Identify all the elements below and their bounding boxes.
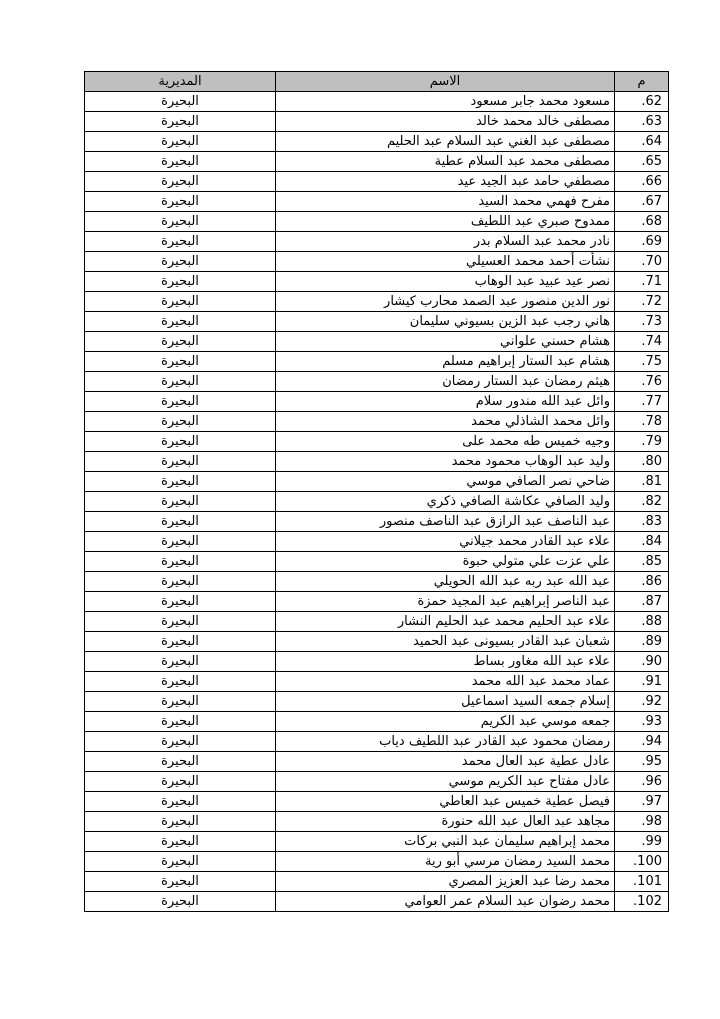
name-cell: عبد الله عبد ربه عبد الله الحويلي	[276, 572, 615, 592]
table-row	[85, 872, 669, 892]
table-row	[85, 312, 669, 332]
table-row	[85, 772, 669, 792]
name-cell: عبد الناصر إبراهيم عبد المجيد حمزة	[276, 592, 615, 612]
number-cell: 75.	[615, 352, 669, 372]
roster-table	[84, 71, 669, 912]
number-cell: 84.	[615, 532, 669, 552]
name-cell: نور الدين منصور عبد الصمد محارب كيشار	[276, 292, 615, 312]
name-cell: عادل عطية عبد العال محمد	[276, 752, 615, 772]
number-cell: 92.	[615, 692, 669, 712]
directorate-cell: البحيرة	[85, 472, 276, 492]
directorate-cell: البحيرة	[85, 632, 276, 652]
table-row	[85, 432, 669, 452]
name-cell: ضاحي نصر الصافي موسي	[276, 472, 615, 492]
directorate-cell: البحيرة	[85, 592, 276, 612]
name-cell: هشام عبد الستار إبراهيم مسلم	[276, 352, 615, 372]
directorate-cell: البحيرة	[85, 132, 276, 152]
directorate-cell: البحيرة	[85, 252, 276, 272]
directorate-cell: البحيرة	[85, 172, 276, 192]
directorate-cell: البحيرة	[85, 892, 276, 912]
name-cell: محمد السيد رمضان مرسي أبو رية	[276, 852, 615, 872]
directorate-cell: البحيرة	[85, 112, 276, 132]
number-cell: 77.	[615, 392, 669, 412]
name-cell: مصطفى محمد عبد السلام عطية	[276, 152, 615, 172]
directorate-cell: البحيرة	[85, 732, 276, 752]
number-cell: 80.	[615, 452, 669, 472]
directorate-cell: البحيرة	[85, 212, 276, 232]
number-cell: 64.	[615, 132, 669, 152]
number-cell: 69.	[615, 232, 669, 252]
directorate-cell: البحيرة	[85, 712, 276, 732]
table-row	[85, 712, 669, 732]
name-cell: عبد الناصف عبد الرازق عبد الناصف منصور	[276, 512, 615, 532]
number-cell: 91.	[615, 672, 669, 692]
name-cell: علاء عبد الحليم محمد عبد الحليم النشار	[276, 612, 615, 632]
directorate-cell: البحيرة	[85, 552, 276, 572]
name-cell: مجاهد عبد العال عبد الله حنورة	[276, 812, 615, 832]
table-row	[85, 172, 669, 192]
number-cell: 98.	[615, 812, 669, 832]
table-row	[85, 452, 669, 472]
table-row	[85, 512, 669, 532]
number-cell: 63.	[615, 112, 669, 132]
number-cell: 97.	[615, 792, 669, 812]
directorate-cell: البحيرة	[85, 752, 276, 772]
number-cell: 83.	[615, 512, 669, 532]
directorate-cell: البحيرة	[85, 832, 276, 852]
name-cell: وليد عبد الوهاب محمود محمد	[276, 452, 615, 472]
directorate-cell: البحيرة	[85, 812, 276, 832]
table-row	[85, 332, 669, 352]
name-cell: رمضان محمود عبد القادر عبد اللطيف دياب	[276, 732, 615, 752]
table-row	[85, 652, 669, 672]
number-cell: 72.	[615, 292, 669, 312]
number-cell: 82.	[615, 492, 669, 512]
table-row	[85, 152, 669, 172]
number-cell: 78.	[615, 412, 669, 432]
number-cell: 70.	[615, 252, 669, 272]
name-cell: محمد رضوان عبد السلام عمر العوامي	[276, 892, 615, 912]
directorate-cell: البحيرة	[85, 412, 276, 432]
table-row	[85, 112, 669, 132]
directorate-cell: البحيرة	[85, 352, 276, 372]
directorate-cell: البحيرة	[85, 312, 276, 332]
directorate-cell: البحيرة	[85, 292, 276, 312]
number-cell: 88.	[615, 612, 669, 632]
name-cell: مسعود محمد جابر مسعود	[276, 92, 615, 112]
table-row	[85, 192, 669, 212]
directorate-cell: البحيرة	[85, 852, 276, 872]
directorate-cell: البحيرة	[85, 512, 276, 532]
number-cell: 86.	[615, 572, 669, 592]
table-row	[85, 552, 669, 572]
directorate-cell: البحيرة	[85, 192, 276, 212]
directorate-cell: البحيرة	[85, 652, 276, 672]
number-cell: 100.	[615, 852, 669, 872]
number-cell: 81.	[615, 472, 669, 492]
name-cell: مفرح فهمي محمد السيد	[276, 192, 615, 212]
table-row	[85, 852, 669, 872]
number-cell: 66.	[615, 172, 669, 192]
table-row	[85, 272, 669, 292]
table-row	[85, 732, 669, 752]
table-row	[85, 372, 669, 392]
number-cell: 90.	[615, 652, 669, 672]
number-cell: 102.	[615, 892, 669, 912]
table-row	[85, 252, 669, 272]
name-cell: علاء عبد الله مغاور بساط	[276, 652, 615, 672]
table-row	[85, 692, 669, 712]
name-cell: عادل مفتاح عبد الكريم موسي	[276, 772, 615, 792]
number-cell: 74.	[615, 332, 669, 352]
number-cell: 94.	[615, 732, 669, 752]
table-row	[85, 232, 669, 252]
name-cell: فيصل عطية خميس عبد العاطي	[276, 792, 615, 812]
table-row	[85, 392, 669, 412]
name-cell: نشأت أحمد محمد العسيلي	[276, 252, 615, 272]
number-cell: 93.	[615, 712, 669, 732]
table-row	[85, 212, 669, 232]
table-row	[85, 892, 669, 912]
name-cell: وجيه خميس طه محمد على	[276, 432, 615, 452]
directorate-cell: البحيرة	[85, 152, 276, 172]
header-number: م	[615, 72, 669, 92]
table-row	[85, 292, 669, 312]
directorate-cell: البحيرة	[85, 772, 276, 792]
number-cell: 76.	[615, 372, 669, 392]
table-row	[85, 792, 669, 812]
table-row	[85, 472, 669, 492]
table-row	[85, 672, 669, 692]
name-cell: محمد رضا عبد العزيز المصري	[276, 872, 615, 892]
name-cell: هشام حسني علواني	[276, 332, 615, 352]
directorate-cell: البحيرة	[85, 232, 276, 252]
number-cell: 87.	[615, 592, 669, 612]
table-row	[85, 352, 669, 372]
table-row	[85, 752, 669, 772]
directorate-cell: البحيرة	[85, 372, 276, 392]
number-cell: 73.	[615, 312, 669, 332]
name-cell: علاء عبد القادر محمد جيلاني	[276, 532, 615, 552]
header-directorate: المديرية	[85, 72, 276, 92]
name-cell: وائل عبد الله مندور سلام	[276, 392, 615, 412]
name-cell: وائل محمد الشاذلي محمد	[276, 412, 615, 432]
table-row	[85, 412, 669, 432]
number-cell: 79.	[615, 432, 669, 452]
name-cell: ممدوح صبري عبد اللطيف	[276, 212, 615, 232]
number-cell: 96.	[615, 772, 669, 792]
number-cell: 101.	[615, 872, 669, 892]
table-row	[85, 632, 669, 652]
number-cell: 67.	[615, 192, 669, 212]
directorate-cell: البحيرة	[85, 492, 276, 512]
directorate-cell: البحيرة	[85, 332, 276, 352]
number-cell: 62.	[615, 92, 669, 112]
directorate-cell: البحيرة	[85, 272, 276, 292]
directorate-cell: البحيرة	[85, 392, 276, 412]
number-cell: 85.	[615, 552, 669, 572]
table-row	[85, 492, 669, 512]
table-row	[85, 132, 669, 152]
table-row	[85, 612, 669, 632]
name-cell: هيثم رمضان عبد الستار رمضان	[276, 372, 615, 392]
header-row	[85, 72, 669, 92]
header-name: الاسم	[276, 72, 615, 92]
table-row	[85, 832, 669, 852]
table-row	[85, 572, 669, 592]
directorate-cell: البحيرة	[85, 432, 276, 452]
name-cell: نادر محمد عبد السلام بدر	[276, 232, 615, 252]
name-cell: هاني رجب عبد الزين بسيوني سليمان	[276, 312, 615, 332]
directorate-cell: البحيرة	[85, 452, 276, 472]
name-cell: إسلام جمعه السيد اسماعيل	[276, 692, 615, 712]
name-cell: محمد إبراهيم سليمان عبد النبي بركات	[276, 832, 615, 852]
directorate-cell: البحيرة	[85, 792, 276, 812]
table-row	[85, 532, 669, 552]
name-cell: وليد الصافي عكاشة الصافي ذكري	[276, 492, 615, 512]
directorate-cell: البحيرة	[85, 692, 276, 712]
name-cell: مصطفى خالد محمد خالد	[276, 112, 615, 132]
number-cell: 68.	[615, 212, 669, 232]
name-cell: مصطفي حامد عبد الجيد عيد	[276, 172, 615, 192]
directorate-cell: البحيرة	[85, 872, 276, 892]
number-cell: 95.	[615, 752, 669, 772]
number-cell: 99.	[615, 832, 669, 852]
table-row	[85, 92, 669, 112]
number-cell: 71.	[615, 272, 669, 292]
name-cell: عماد محمد عبد الله محمد	[276, 672, 615, 692]
name-cell: مصطفى عبد الغني عبد السلام عبد الحليم	[276, 132, 615, 152]
directorate-cell: البحيرة	[85, 612, 276, 632]
directorate-cell: البحيرة	[85, 672, 276, 692]
name-cell: شعبان عبد القادر بسيونى عبد الحميد	[276, 632, 615, 652]
name-cell: علي عزت علي متولي حبوة	[276, 552, 615, 572]
table-row	[85, 812, 669, 832]
number-cell: 89.	[615, 632, 669, 652]
number-cell: 65.	[615, 152, 669, 172]
name-cell: نصر عيد عبيد عبد الوهاب	[276, 272, 615, 292]
directorate-cell: البحيرة	[85, 532, 276, 552]
name-cell: جمعه موسي عبد الكريم	[276, 712, 615, 732]
directorate-cell: البحيرة	[85, 92, 276, 112]
directorate-cell: البحيرة	[85, 572, 276, 592]
table-row	[85, 592, 669, 612]
